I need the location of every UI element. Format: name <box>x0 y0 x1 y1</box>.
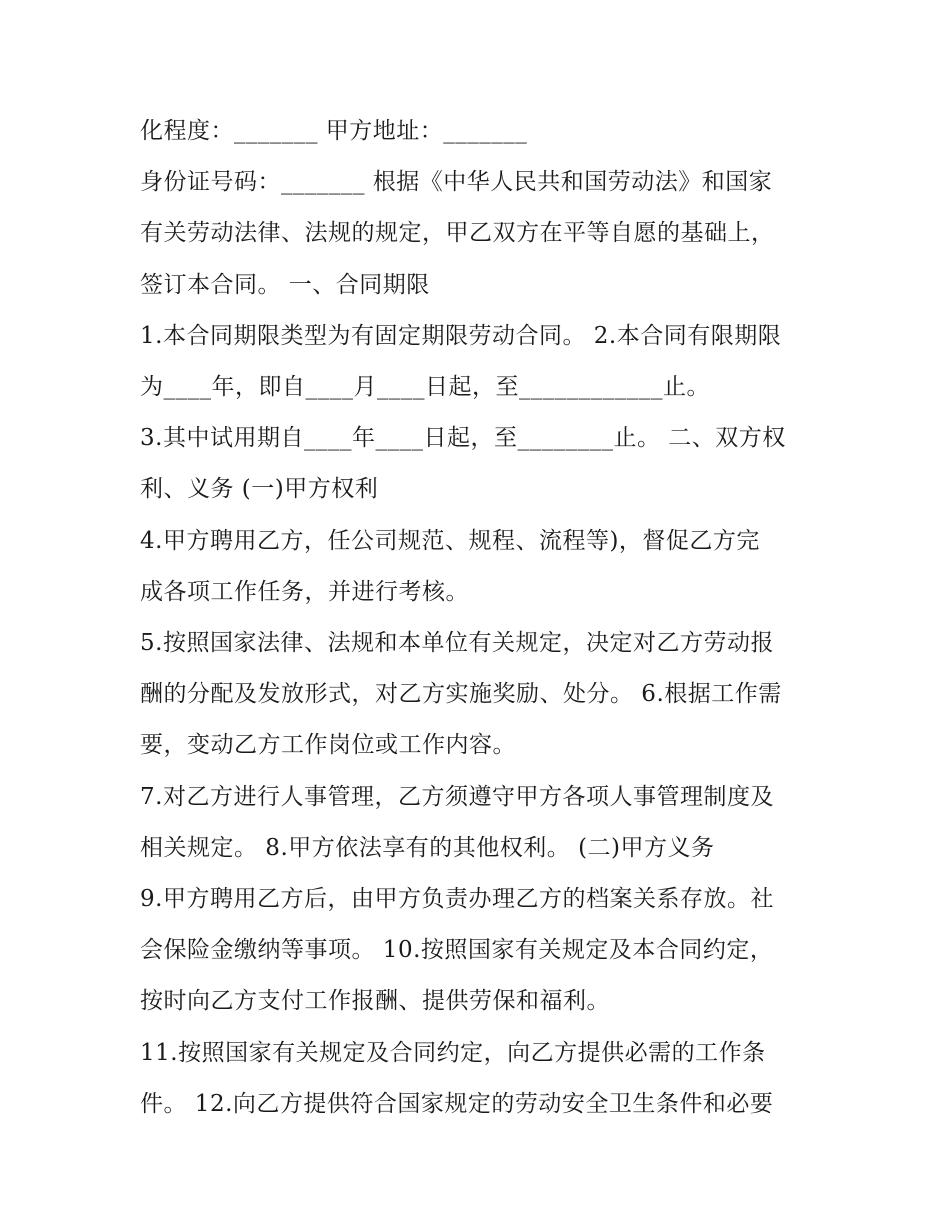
text-line: 要，变动乙方工作岗位或工作内容。 <box>140 732 516 759</box>
text-line: 3.其中试用期自____年____日起，至________止。 二、双方权 <box>140 425 786 452</box>
text-line: 7.对乙方进行人事管理，乙方须遵守甲方各项人事管理制度及 <box>140 783 774 810</box>
text-line: 相关规定。 8.甲方依法享有的其他权利。 (二)甲方义务 <box>140 834 715 861</box>
text-line: 签订本合同。 一、合同期限 <box>140 271 430 298</box>
text-line: 4.甲方聘用乙方，任公司规范、规程、流程等)，督促乙方完 <box>140 527 760 554</box>
contract-body <box>140 106 820 1130</box>
text-line: 利、义务 (一)甲方权利 <box>140 476 379 503</box>
text-line: 成各项工作任务，并进行考核。 <box>140 578 469 605</box>
text-line: 身份证号码：_______ 根据《中华人民共和国劳动法》和国家 <box>140 169 773 196</box>
text-line: 11.按照国家有关规定及合同约定，向乙方提供必需的工作条 <box>140 1039 766 1066</box>
text-line: 9.甲方聘用乙方后，由甲方负责办理乙方的档案关系存放。社 <box>140 886 774 913</box>
text-line: 会保险金缴纳等事项。 10.按照国家有关规定及本合同约定， <box>140 937 774 964</box>
text-line: 5.按照国家法律、法规和本单位有关规定，决定对乙方劳动报 <box>140 630 774 657</box>
text-line: 件。 12.向乙方提供符合国家规定的劳动安全卫生条件和必要 <box>140 1090 774 1117</box>
text-line: 化程度：_______ 甲方地址：_______ <box>140 118 528 144</box>
text-line: 有关劳动法律、法规的规定，甲乙双方在平等自愿的基础上， <box>140 220 775 247</box>
text-line: 酬的分配及发放形式，对乙方实施奖励、处分。 6.根据工作需 <box>140 681 782 708</box>
text-line: 为____年，即自____月____日起，至____________止。 <box>140 374 710 401</box>
text-line: 1.本合同期限类型为有固定期限劳动合同。 2.本合同有限期限 <box>140 322 782 349</box>
text-line: 按时向乙方支付工作报酬、提供劳保和福利。 <box>140 988 610 1015</box>
